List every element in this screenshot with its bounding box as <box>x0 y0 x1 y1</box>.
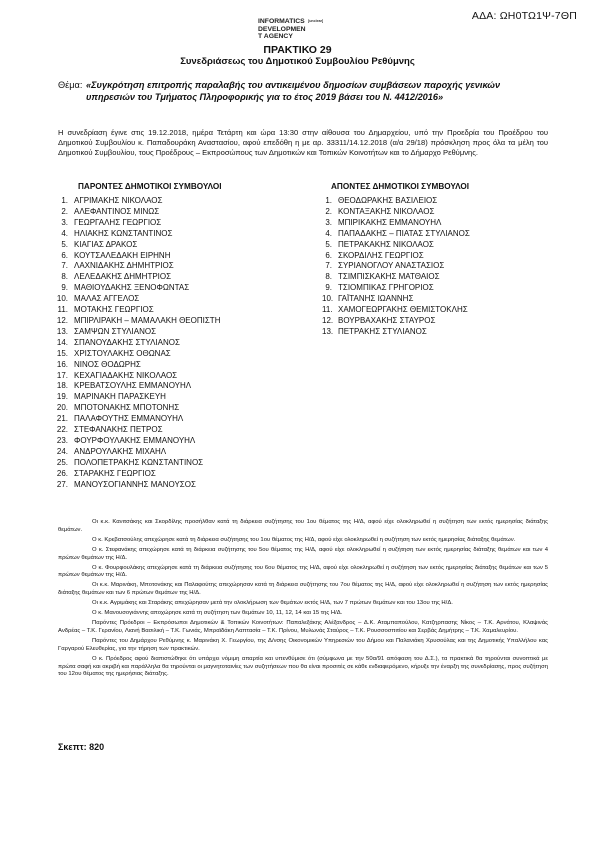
member-name: ΜΑΝΟΥΣΟΓΙΑΝΝΗΣ ΜΑΝΟΥΣΟΣ <box>74 479 196 489</box>
member-number: 19. <box>56 392 68 402</box>
note-paragraph: Παρόντες Πρόεδροι – Εκπρόσωποι Δημοτικών & Τοπικών Κοινοτήτων: Παπαλεξάκης Αλέξανδρος – Δ.Κ. Αταμπαπούλου, Κατζηρπασης Νίκος – Τ.Κ. Αρνάτου, Κλαψινάς Ανδρέας – Τ.Κ. Γερανίου, Λιανή Βασιλική – Τ.Κ. Γωνιάς, Μπραϊδάκη Λαπτασία – Τ.Κ. Πρίνου, Μυλωνάς Σταύρος – Τ.Κ. Ρουσσοσπιτίου και Σερβάς Δημήτρης – Τ.Κ. Χαμαλευρίου. <box>58 619 548 634</box>
intro-paragraph: Η συνεδρίαση έγινε στις 19.12.2018, ημέρα Τετάρτη και ώρα 13:30 στην αίθουσα του Δημαρχείου, υπό την Προεδρία του Προέδρου του Δημοτικού Συμβουλίου κ. Παπαδουράκη Αναστασίου, αφού επεδόθη η με αρ. 33311/14.12.2018 (α/α 29/18) πρόσκληση προς όλα τα μέλη του Δημοτικού Συμβουλίου, τους Προέδρους – Εκπροσώπους των Δημοτικών και Τοπικών Κοινοτήτων και το Δήμαρχο Ρεθύμνης. <box>58 128 548 157</box>
member-name: ΚΡΕΒΑΤΣΟΥΛΗΣ ΕΜΜΑΝΟΥΗΛ <box>74 381 192 391</box>
member-number: 7. <box>325 261 332 271</box>
member-number: 15. <box>56 348 68 358</box>
member-list-item <box>322 294 470 305</box>
member-name: ΓΑΪΤΑΝΗΣ ΙΩΑΝΝΗΣ <box>338 294 414 304</box>
member-name: ΚΟΥΤΣΑΛΕΔΑΚΗ ΕΙΡΗΝΗ <box>74 250 171 260</box>
member-number: 6. <box>61 250 68 260</box>
member-list-item <box>52 349 220 360</box>
stamp-line: INFORMATICS <box>258 18 305 25</box>
member-number: 13. <box>322 326 334 336</box>
member-list-item <box>322 283 470 294</box>
member-number: 5. <box>325 239 332 249</box>
member-number: 24. <box>56 446 68 456</box>
member-number: 27. <box>56 479 68 489</box>
member-number: 7. <box>61 261 68 271</box>
member-list-item <box>52 261 220 272</box>
member-name: ΝΙΝΟΣ ΘΟΔΩΡΗΣ <box>74 359 141 369</box>
member-number: 8. <box>325 272 332 282</box>
member-name: ΜΑΡΙΝΑΚΗ ΠΑΡΑΣΚΕΥΗ <box>74 392 166 402</box>
member-list-item <box>322 240 470 251</box>
member-name: ΠΕΤΡΑΚΑΚΗΣ ΝΙΚΟΛΑΟΣ <box>338 239 434 249</box>
member-list-item <box>322 229 470 240</box>
member-number: 2. <box>325 206 332 216</box>
member-name: ΠΑΠΑΔΑΚΗΣ – ΠΙΑΤΑΣ ΣΤΥΛΙΑΝΟΣ <box>338 228 470 238</box>
note-paragraph: Ο κ. Μανουσογιάννης αποχώρησε κατά τη συζήτηση των θεμάτων 10, 11, 12, 14 και 15 της Η/Δ. <box>92 610 343 617</box>
ada-code: ΑΔΑ: ΩΗ0ΤΩ1Ψ-7ΘΠ <box>471 10 577 22</box>
member-name: ΤΣΙΟΜΠΙΚΑΣ ΓΡΗΓΟΡΙΟΣ <box>338 283 434 293</box>
member-name: ΠΟΛΟΠΕΤΡΑΚΗΣ ΚΩΝΣΤΑΝΤΙΝΟΣ <box>74 457 204 467</box>
member-number: 6. <box>325 250 332 260</box>
present-heading: ΠΑΡΟΝΤΕΣ ΔΗΜΟΤΙΚΟΙ ΣΥΜΒΟΥΛΟΙ <box>78 182 222 191</box>
session-title: Συνεδριάσεως του Δημοτικού Συμβουλίου Ρεθύμνης <box>180 56 415 67</box>
member-name: ΣΥΡΙΑΝΟΓΛΟΥ ΑΝΑΣΤΑΣΙΟΣ <box>338 261 445 271</box>
member-name: ΣΤΕΦΑΝΑΚΗΣ ΠΕΤΡΟΣ <box>74 425 163 435</box>
member-list-item <box>52 381 220 392</box>
stamp-line: DEVELOPMEN <box>258 25 306 33</box>
absent-heading: ΑΠΟΝΤΕΣ ΔΗΜΟΤΙΚΟΙ ΣΥΜΒΟΥΛΟΙ <box>331 182 470 191</box>
member-number: 4. <box>325 228 332 238</box>
note-paragraph: Ο κ. Πρόεδρος αφού διαπιστώθηκε ότι υπάρχει νόμιμη απαρτία και υπενθύμισε ότι (σύμφωνα με την 50α/91 απόφαση του Δ.Σ.), τα πρακτικά θα τηρούνται συνοπτικά με πρώτα σαφή και ακριβή και παράλληλα θα τηρούνται οι μαγνητοταινίες των συζητήσεων που θα είναι προσιτές σε κάθε ενδιαφερόμενο, κήρυξε την έναρξη της συνεδρίασης, προς συζήτηση του 12ου θέματος της ημερήσιας διάταξης. <box>58 655 548 678</box>
present-members-list <box>52 196 220 490</box>
member-list-item <box>322 207 470 218</box>
member-list-item <box>322 261 470 272</box>
member-list-item <box>52 414 220 425</box>
member-list-item <box>52 392 220 403</box>
member-number: 1. <box>61 196 68 205</box>
member-list-item <box>52 469 220 480</box>
member-number: 9. <box>325 283 332 293</box>
member-list-item <box>52 218 220 229</box>
member-name: ΧΑΜΟΓΕΩΡΓΑΚΗΣ ΘΕΜΙΣΤΟΚΛΗΣ <box>338 305 468 315</box>
member-number: 10. <box>56 294 68 304</box>
member-name: ΧΡΙΣΤΟΥΛΑΚΗΣ ΟΘΩΝΑΣ <box>74 348 171 358</box>
subject-text: «Συγκρότηση επιτροπής παραλαβής του αντικειμένου δημοσίων συμβάσεων παροχής γενικών υπηρεσιών του Τμήματος Πληροφορικής για το έτος 2019 βάσει του Ν. 4412/2016» <box>86 80 501 102</box>
member-number: 8. <box>61 272 68 282</box>
member-name: ΣΤΑΡΑΚΗΣ ΓΕΩΡΓΙΟΣ <box>74 468 156 478</box>
member-list-item <box>322 196 470 207</box>
member-name: ΠΕΤΡΑΚΗΣ ΣΤΥΛΙΑΝΟΣ <box>338 326 427 336</box>
member-name: ΣΚΟΡΔΙΛΗΣ ΓΕΩΡΓΙΟΣ <box>338 250 424 260</box>
skept-number: Σκεπτ: 820 <box>58 742 105 752</box>
member-name: ΓΕΩΡΓΑΛΗΣ ΓΕΩΡΓΙΟΣ <box>74 217 162 227</box>
member-list-item <box>52 403 220 414</box>
member-name: ΚΙΑΓΙΑΣ ΔΡΑΚΟΣ <box>74 239 138 249</box>
member-list-item <box>52 327 220 338</box>
member-number: 4. <box>61 228 68 238</box>
subject-label: Θέμα: <box>58 80 83 90</box>
member-number: 25. <box>56 457 68 467</box>
note-paragraph: Ο κ. Στεφανάκης απεχώρησε κατά τη διάρκεια συζήτησης του 5ου θέματος της Η/Δ, αφού είχε ολοκληρωθεί η συζήτηση των εκτός ημερησίας διάταξης θεμάτων και των 4 πρώτων θεμάτων της Η/Δ. <box>58 546 548 561</box>
member-number: 17. <box>56 370 68 380</box>
member-list-item <box>52 371 220 382</box>
member-number: 3. <box>325 217 332 227</box>
member-number: 23. <box>56 435 68 445</box>
member-number: 20. <box>56 403 68 413</box>
member-number: 3. <box>61 217 68 227</box>
member-list-item <box>52 240 220 251</box>
stamp-title <box>258 18 304 41</box>
member-number: 14. <box>56 337 68 347</box>
note-paragraph: Ο κ. Κρεβατσούλης απεχώρησε κατά τη διάρκεια συζήτησης του 1ου θέματος της Η/Δ, αφού είχε ολοκληρωθεί η συζήτηση των εκτός ημερησίας διάταξης θεμάτων. <box>92 536 516 543</box>
member-number: 2. <box>61 206 68 216</box>
member-name: ΦΟΥΡΦΟΥΛΑΚΗΣ ΕΜΜΑΝΟΥΗΛ <box>74 435 196 445</box>
member-list-item <box>322 316 470 327</box>
member-name: ΛΕΛΕΔΑΚΗΣ ΔΗΜΗΤΡΙΟΣ <box>74 272 172 282</box>
member-list-item <box>52 305 220 316</box>
note-paragraph: Ο κ. Φουρφουλάκης απεχώρησε κατά τη διάρκεια συζήτησης του 6ου θέματος της Η/Δ, αφού είχε ολοκληρωθεί η συζήτηση των εκτός ημερησίας διάταξης θεμάτων και των 5 πρώτων θεμάτων της Η/Δ. <box>58 564 548 579</box>
member-name: ΒΟΥΡΒΑΧΑΚΗΣ ΣΤΑΥΡΟΣ <box>338 315 436 325</box>
member-number: 12. <box>322 315 334 325</box>
member-list-item <box>322 327 470 338</box>
member-list-item <box>52 272 220 283</box>
member-name: ΜΠΟΤΟΝΑΚΗΣ ΜΠΟΤΟΝΗΣ <box>74 403 180 413</box>
member-number: 9. <box>61 283 68 293</box>
member-number: 5. <box>61 239 68 249</box>
member-name: ΚΕΧΑΓΙΑΔΑΚΗΣ ΝΙΚΟΛΑΟΣ <box>74 370 178 380</box>
member-list-item <box>52 207 220 218</box>
member-name: ΜΟΤΑΚΗΣ ΓΕΩΡΓΙΟΣ <box>74 305 154 315</box>
note-paragraph: Οι κ.κ. Αγριμάκης και Σταράκης απεχώρησαν μετά την ολοκλήρωση των θεμάτων εκτός Η/Δ, των 7 πρώτων θεμάτων και του 13ου της Η/Δ. <box>92 600 453 607</box>
member-list-item <box>322 305 470 316</box>
member-list-item <box>322 272 470 283</box>
member-name: ΛΑΧΝΙΔΑΚΗΣ ΔΗΜΗΤΡΙΟΣ <box>74 261 174 271</box>
minutes-number: ΠΡΑΚΤΙΚΟ 29 <box>263 44 332 56</box>
member-list-item <box>322 251 470 262</box>
member-number: 16. <box>56 359 68 369</box>
member-list-item <box>52 196 220 207</box>
member-number: 13. <box>56 326 68 336</box>
member-name: ΣΠΑΝΟΥΔΑΚΗΣ ΣΤΥΛΙΑΝΟΣ <box>74 337 180 347</box>
member-list-item <box>52 251 220 262</box>
member-name: ΜΑΛΑΣ ΑΓΓΕΛΟΣ <box>74 294 140 304</box>
member-name: ΑΝΔΡΟΥΛΑΚΗΣ ΜΙΧΑΗΛ <box>74 446 167 456</box>
member-list-item <box>52 360 220 371</box>
session-notes <box>58 519 548 681</box>
member-name: ΑΛΕΦΑΝΤΙΝΟΣ ΜΙΝΩΣ <box>74 206 160 216</box>
member-name: ΗΛΙΑΚΗΣ ΚΩΝΣΤΑΝΤΙΝΟΣ <box>74 228 173 238</box>
stamp-line: T AGENCY <box>258 33 293 41</box>
member-list-item <box>52 316 220 327</box>
member-number: 26. <box>56 468 68 478</box>
member-number: 11. <box>322 305 333 315</box>
note-paragraph: Οι κ.κ. Κανιτσάκης και Σκορδίλης προσήλθαν κατά τη διάρκεια συζήτησης του 1ου θέματος της Η/Δ, αφού είχε ολοκληρωθεί η συζήτηση των εκτός ημερησίας διάταξης θεμάτων. <box>58 519 548 533</box>
stamp-fine-text: [unclear] <box>308 19 324 23</box>
member-number: 18. <box>56 381 68 391</box>
note-paragraph: Οι κ.κ. Μαρινάκη, Μποτονάκης και Παλαφούτης απεχώρησαν κατά τη διάρκεια συζήτησης του 7ου θέματος της Η/Δ, αφού είχε ολοκληρωθεί η συζήτηση των εκτός ημερησίας διάταξης θεμάτων και των 6 πρώτων θεμάτων της Η/Δ. <box>58 582 548 597</box>
member-list-item <box>52 480 220 491</box>
member-list-item <box>52 458 220 469</box>
member-list-item <box>52 338 220 349</box>
member-number: 1. <box>325 196 332 205</box>
member-number: 12. <box>56 315 68 325</box>
member-number: 11. <box>57 305 68 315</box>
member-list-item <box>52 229 220 240</box>
member-list-item <box>52 425 220 436</box>
member-name: ΑΓΡΙΜΑΚΗΣ ΝΙΚΟΛΑΟΣ <box>74 196 163 205</box>
member-number: 10. <box>322 294 334 304</box>
member-list-item <box>52 447 220 458</box>
member-name: ΜΠΙΡΙΚΑΚΗΣ ΕΜΜΑΝΟΥΗΛ <box>338 217 442 227</box>
member-name: ΜΠΙΡΛΙΡΑΚΗ – ΜΑΜΑΛΑΚΗ ΘΕΟΠΙΣΤΗ <box>74 315 221 325</box>
member-list-item <box>52 283 220 294</box>
member-name: ΚΟΝΤΑΞΑΚΗΣ ΝΙΚΟΛΑΟΣ <box>338 206 435 216</box>
member-name: ΘΕΟΔΩΡΑΚΗΣ ΒΑΣΙΛΕΙΟΣ <box>338 196 438 205</box>
member-name: ΤΣΙΜΠΙΣΚΑΚΗΣ ΜΑΤΘΑΙΟΣ <box>338 272 440 282</box>
member-number: 22. <box>56 425 68 435</box>
absent-members-list <box>322 196 470 338</box>
member-list-item <box>52 436 220 447</box>
member-name: ΜΑΘΙΟΥΔΑΚΗΣ ΞΕΝΟΦΩΝΤΑΣ <box>74 283 190 293</box>
member-list-item <box>322 218 470 229</box>
member-list-item <box>52 294 220 305</box>
note-paragraph: Παρόντες του Δημάρχου Ρεθύμνης κ. Μαρινάκη Χ. Γεωργίου, της Δ/νσης Οικονομικών Υπηρεσιών του Δήμου και Παλανιάκη Χρυσούλας και της Δημοτικής Υπαλλήλου κας Γαργαρού Ελευθερίας, για την τήρηση των πρακτικών. <box>58 637 548 652</box>
member-name: ΠΑΛΑΦΟΥΤΗΣ ΕΜΜΑΝΟΥΗΛ <box>74 414 184 424</box>
member-name: ΣΑΜΨΩΝ ΣΤΥΛΙΑΝΟΣ <box>74 326 157 336</box>
member-number: 21. <box>56 414 68 424</box>
